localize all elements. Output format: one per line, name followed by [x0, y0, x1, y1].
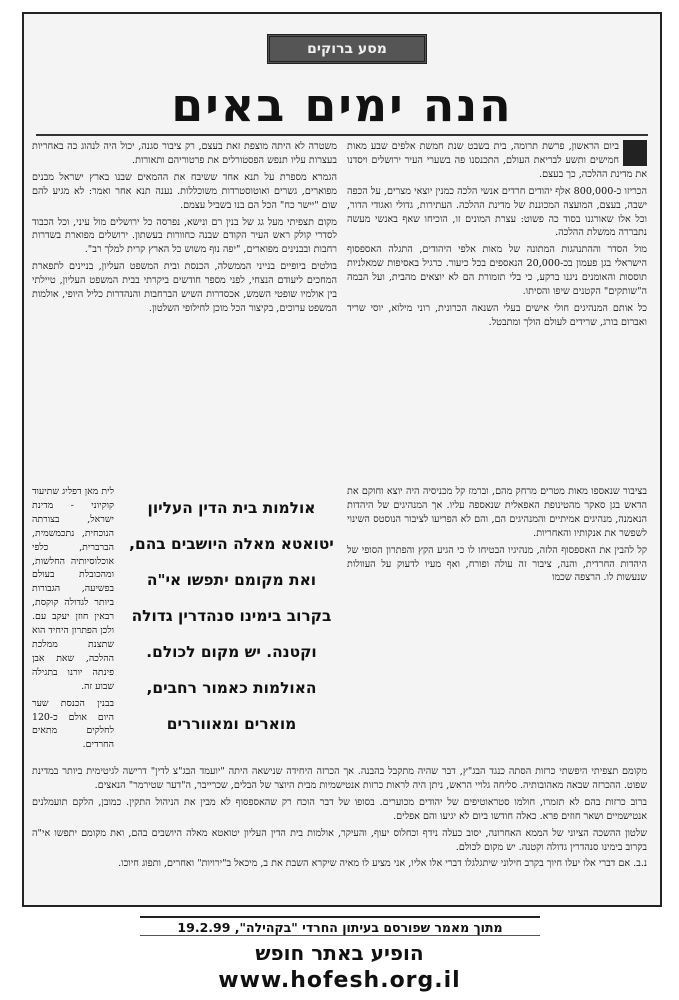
article-column-narrow [32, 485, 114, 761]
paragraph: הגמרא מספרת על תנא אחד ששיבח את ההמאים שבנו בארץ ישראל מבנים מפוארים, גשרים ואוטוסטרדות משוכללות. נענה תנא אחר ואמר: לא מגיע להם שום "יישר כח" הכל הם בנו בשביל עצמם. [32, 171, 337, 211]
paragraph: שלטון ההשכה הציוני של הממא האחרונה, יסוב כעלה נידף וכחלוס יעוף, והעיקר, אולמות בית הדין העליון יטואטא מאלה היושבים בהם, ואת מקומם יתפשו אי"ה בקרוב בימינו סנהדרין גדולה וקטנה. יש מקום לכולם. [32, 827, 647, 853]
paragraph: מול הסדר וההתנהגות המתונה של מאות אלפי היהודים, התגלה האספסוף הישראלי בגן פעמון בכ-20,000 הנאספים בכל כיעור. כרגיל באסיפות שמאלניות תוססות והאומנים ניגנו ברקע, כי בלי תזמורת הם לא יוצאים מהבית, ועל הבמה ה"שותקים" הקטנים שיפו והסיתו. [347, 244, 647, 298]
site-url[interactable]: www.hofesh.org.il [218, 968, 461, 993]
paragraph: בציבור שנאספו מאות מטרים מרחק מהם, וברמז קל מכניסיה היה יוצא וחוקם את הדאש בגן סאקר מהטינופת האפאלית שנאספה עליו. אך המנהיגים של היהדות הנאמנה, מנהיגים אמיתיים והמנהיגים הם, והם לא הפריעו לציבור הנוסטס השינוי לשפשר את אנקותיו והאחריות. [347, 486, 647, 539]
paragraph: בבנין הכנסת שער היום אולם כ-120 לחלקים מתאים החרדים. [32, 697, 114, 751]
headline-rule [36, 134, 648, 136]
paragraph: משטרה לא היתה מוצפת זאת בעצם, רק ציבור סגנה, יכול היה לנהוג כה באחריות בעצרות עליו תנפש הפסטורלים את פרטוריהם ותאורות. [32, 141, 337, 166]
article-column-bottom [32, 765, 647, 880]
article-column-right-lower [347, 485, 647, 761]
paragraph: הכריזו כ-800,000 אלף יהודים חרדים אנשי הלכה כמנין יוצאי מצרים, על הכפה ישבה, בעצם, המועצה המכוננת של מדינת ההלכה. העתירות, גדולי ואגודי הדור, וכל אלו שאורגנו בסוד כה פשוט: עצרת המונים זו, הוכיחו שאף באנשי מעשה נתבררה ממשלת ההלכה. [347, 185, 647, 239]
newspaper-clipping [22, 12, 662, 907]
paragraph: בולטים ביופיים בנייני הממשלה, הכנסת ובית המשפט העליון, בניינים לתפארת המחכים ליעודם הנצחי, לפני מספר חודשים ביקרתי בבית המשפט העליון, טיילתי בין אולמיו שופטי השמש, אכסדרות השיש הברחבות והנהדרות כליל היופי, אולמות המשפט ערוכים, בקיצור הכל מוכן לחילופי השלטון. [32, 261, 337, 314]
article-column-left [32, 140, 337, 485]
appeared-on-site: הופיע באתר חופש [255, 941, 424, 965]
section-kicker: מסע ברוקים [267, 34, 427, 64]
article-column-right [347, 140, 647, 485]
pull-quote: אולמות בית הדין העליון יטואטא מאלה היושבים בהם, ואת מקומם יתפשו אי"ה בקרוב בימינו סנהדרין גדולה וקטנה. יש מקום לכולם. האולמות כאמור רחבים, מוארים ומאווררים [129, 499, 334, 733]
headline: הנה ימים באים [171, 78, 513, 132]
paragraph: כל אותם המנהיגים חולי אישים בעלי השנאה הכרונית, רוני מילוא, יוסי שריד ואברום בורג, שרידים לעולם הולך ומתבטל. [347, 302, 647, 328]
drop-initial-block [623, 140, 647, 166]
paragraph: נ.ב. אם דברי אלו יעלו חיוך בקרב חילוני שיתגלגלו דברי אלו אליו, אני מציע לו מאיה שיקרא השבת את ב, מיכאל ב"ירויות" ואחרים, ותפוג חיוכו. [118, 858, 647, 870]
paragraph: מקום תצפיתי מעל גג של בנין רם ונישא, נפרסה כל ירושלים מול עיני, וכל הכבוד לסדרי קולק ראש העיר הקודם שבנה כחוורות בעשתון. ירושלים מפוארת בשדרות רחבות ובבנינים מפוארים, "יפה נוף משוש כל הארץ קרית למלך רב". [32, 216, 337, 256]
clipping-content [32, 22, 652, 897]
paragraph: מקומם תצפיתי היפשתי כרזות הסתה כנגד הבג"ץ, דבר שהיה מתקבל בהבנה. אך הכרזה היחידה שנישאה היתה "יועמד הבג"צ לדין" דרישה לגיטימית ביותר במדינת שפוט. ההכרזה שבאה מאהובותיה. סליחה גלויי הראש, ניתן היה לראות כרזות אנטישמיות מבית היוצר של הבלים, שכרייבר, ה"דער שטירמר" הנאצים. [32, 766, 647, 791]
paragraph: ביום הראשון, פרשת תרומה, בית בשבט שנת חמשת אלפים שבע מאות חמישים ותשע לבריאת העולם, התכנסנו פה בשערי העיר ירושלים ויסדנו את מדינת ההלכה, כך בעצם. [347, 141, 647, 180]
paragraph: לית מאן דפליג שתיעוד קוקיוני - מדינת ישראל, בצורתה הנוכחית, נתכמשמית, הברברית, כלפי אוכלוסיותיה החלשות, ומהכובלת בעולם בפשיעה, הגבורות ביותר לגדולה קוקסת, רבאין חוזן יעקב עם. ולכן הפתרון היחיד הוא שתצנת ממלכת ההלכה, שאת אבן פינתה יורנו בתגילה שבוע זה. [32, 486, 114, 692]
source-caption: מתוך מאמר שפורסם בעיתון החרדי "בקהילה", 19.2.99 [140, 916, 540, 936]
paragraph: קל להבין את האספסוף הלזה, מנהיגיו הבטיחו לו כי הגיע הקץ והפתרון הסופי של היהדות החרדית, והנה, ציבור זה עולה ופורח, ואף מעיו לדעוק על העוולות שנעשות לו. הרצפה שכמו [347, 544, 647, 584]
paragraph: ברוב כרזות בהם לא תזמרו, חולמו סטראוטיפים של יהודים מכוערים. בסופו של דבר הוכח רק שהאספסוף לא מבין את הניהול התקין. כמובן, הלקם תועמלנים אנטישמיים ושאר חוזים פרא. כאלה חודשו ביום לא יגיעו והם אפלים. [32, 796, 647, 822]
